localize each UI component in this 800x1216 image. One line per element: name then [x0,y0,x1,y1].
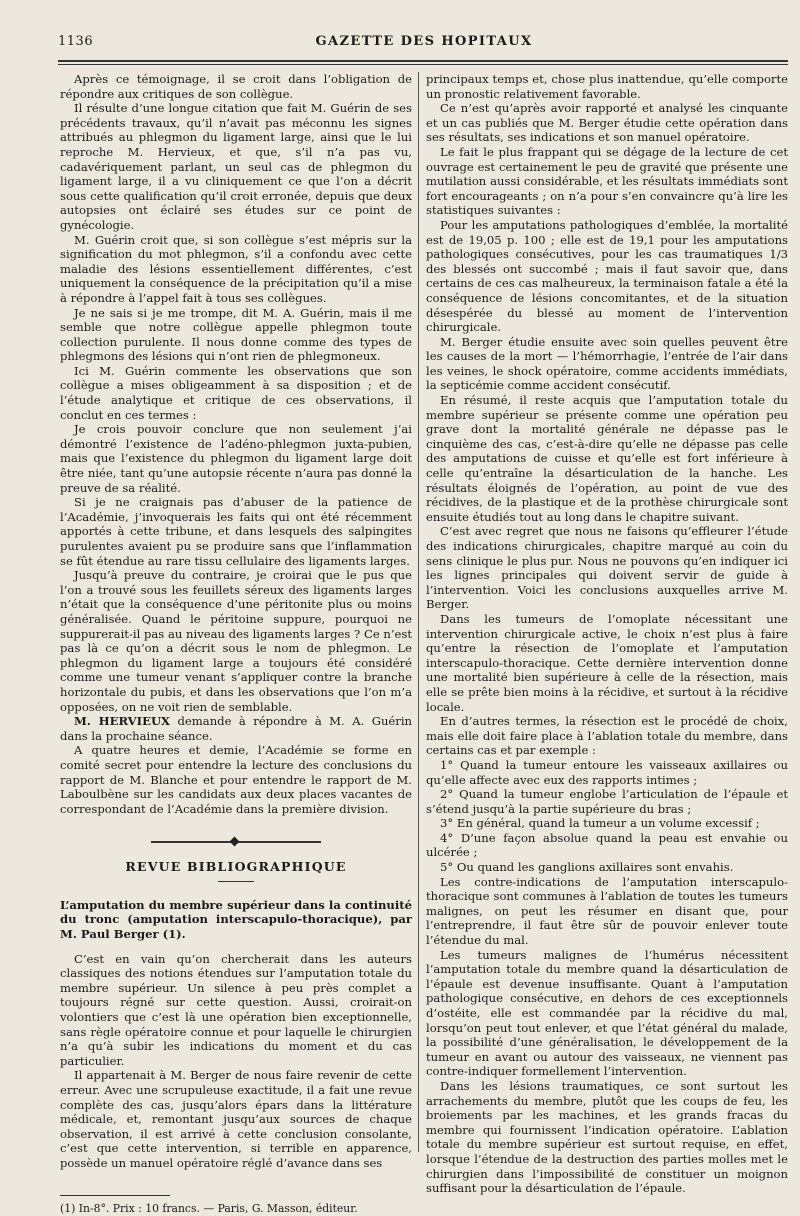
list-item: 1° Quand la tumeur entoure les vaisseaux axillaires ou qu’elle affecte avec eux des rapports intimes ; [426,757,788,787]
paragraph: Les tumeurs malignes de l’humérus nécessitent l’amputation totale du membre quand la désarticulation de l’épaule est devenue insuffisante. Quant à l’amputation pathologique consécutive, en dehors de ces exceptionnels d’ostéite, elle est commandée par la récidive du mal, lorsqu’on peut tout enlever, et que l’état général du malade, la possibilité d’une généralisation, le développement de la tumeur en avant ou autour des vaisseaux, ne viennent pas contre-indiquer formellement l’intervention. [426,947,788,1079]
paragraph: Il résulte d’une longue citation que fait M. Guérin de ses précédents travaux, qu’il n’avait pas méconnu les signes attribués au phlegmon du ligament large, ainsi que le lui reproche M. Hervieux, et que, s’il n’a pas vu, cadavériquement parlant, un seul cas de phlegmon du ligament large, il a vu cliniquement ce que l’on a décrit sous cette qualification qu’il croit erronée, depuis que deux autopsies ont éclairé ses études sur ce point de gynécologie. [60,101,412,232]
right-column [426,72,788,1196]
paragraph: Jusqu’à preuve du contraire, je croirai que le pus que l’on a trouvé sous les feuillets séreux des ligaments larges n’était que la conséquence d’une péritonite plus ou moins généralisée. Quand le péritoine suppure, pourquoi ne suppurerait-il pas au niveau des ligaments larges ? Ce n’est pas là ce qu’on a décrit sous le nom de phlegmon. Le phlegmon du ligament large a toujours été considéré comme une tumeur venant s’appliquer contre la branche horizontale du pubis, et dans les observations que l’on m’a opposées, on ne voit rien de semblable. [60,568,412,714]
paragraph: Je crois pouvoir conclure que non seulement j’ai démontré l’existence de l’adéno-phlegmon juxta-pubien, mais que l’existence du phlegmon du ligament large doit être niée, tant qu’une autopsie récente n’aura pas donné la preuve de sa réalité. [60,422,412,495]
paragraph: Ici M. Guérin commente les observations que son collègue a mises obligeamment à sa disposition ; et de l’étude analytique et critique de ces observations, il conclut en ces termes : [60,363,412,422]
page-number: 1136 [58,34,94,49]
paragraph: Je ne sais si je me trompe, dit M. A. Guérin, mais il me semble que notre collègue appelle phlegmon toute collection purulente. Il nous donne comme des types de phlegmons des lésions qui n’ont rien de phlegmoneux. [60,305,412,364]
paragraph: En d’autres termes, la résection est le procédé de choix, mais elle doit faire place à l’ablation totale du membre, dans certains cas et par exemple : [426,714,788,758]
paragraph: Le fait le plus frappant qui se dégage de la lecture de cet ouvrage est certainement le peu de gravité que présente une mutilation aussi considérable, et les résultats immédiats sont fort encourageants ; on n’a pour s’en convaincre qu’à lire les statistiques suivantes : [426,144,788,218]
hervieux-text: demande à répondre à M. A. Guérin dans la prochaine séance. [60,714,413,743]
paragraph: C’est en vain qu’on chercherait dans les auteurs classiques des notions étendues sur l’amputation totale du membre supérieur. Un silence à peu près complet a toujours régné sur cette question. Aussi, croirait-on volontiers que c’est là une opération bien exceptionnelle, sans règle opératoire connue et pour laquelle le chirurgien n’a qu’à subir les indications du moment et du cas particulier. [60,951,412,1068]
journal-title: GAZETTE DES HOPITAUX [315,34,533,49]
page-header [58,34,790,54]
column-divider [418,72,419,1152]
paragraph: En résumé, il reste acquis que l’amputation totale du membre supérieur se présente comme une opération peu grave dont la mortalité générale ne dépasse pas le cinquième des cas, c’est-à-dire qu’elle ne dépasse pas celle des amputations de cuisse et qu’elle est fort inférieure à celle qu’entraîne la désarticulation de la hanche. Les résultats éloignés de l’opération, au point de vue des récidives, de la plastique et de la prothèse chirurgicale sont ensuite étudiés tout au long dans le chapitre suivant. [426,393,788,524]
paragraph: principaux temps et, chose plus inattendue, qu’elle comporte un pronostic relativement favorable. [426,72,788,101]
section-rule [218,881,254,882]
left-column [60,72,412,1216]
paragraph: M. Berger étudie ensuite avec soin quelles peuvent être les causes de la mort — l’hémorrhagie, l’entrée de l’air dans les veines, le shock opératoire, comme accidents immédiats, la septicémie comme accident consécutif. [426,334,788,393]
paragraph: A quatre heures et demie, l’Académie se forme en comité secret pour entendre la lecture des conclusions du rapport de M. Blanche et pour entendre le rapport de M. Laboulbène sur les candidats aux deux places vacantes de correspondant de l’Académie dans la première division. [60,743,412,816]
paragraph: Dans les tumeurs de l’omoplate nécessitant une intervention chirurgicale active, le choix n’est plus à faire qu’entre la résection de l’omoplate et l’amputation interscapulo-thoracique. Cette dernière intervention donne une mortalité bien supérieure à celle de la résection, mais elle se prête bien moins à la récidive, et surtout à la récidive locale. [426,611,788,714]
paragraph: Ce n’est qu’après avoir rapporté et analysé les cinquante et un cas publiés que M. Berger étudie cette opération dans ses résultats, ses indications et son manuel opératoire. [426,101,788,145]
paragraph: Si je ne craignais pas d’abuser de la patience de l’Académie, j’invoquerais les faits qui ont été récemment apportés à cette tribune, et dans lesquels des salpingites purulentes avaient pu se produire sans que l’inflammation se fût étendue au rare tissu cellulaire des ligaments larges. [60,495,412,568]
list-item: 4° D’une façon absolue quand la peau est envahie ou ulcérée ; [426,830,788,860]
list-item: 2° Quand la tumeur englobe l’articulation de l’épaule et s’étend jusqu’à la partie supérieure du bras ; [426,787,788,816]
paragraph: C’est avec regret que nous ne faisons qu’effleurer l’étude des indications chirurgicales, chapitre marqué au coin du sens clinique le plus pur. Nous ne pouvons qu’en indiquer ici les lignes principales qui doivent servir de guide à l’intervention. Voici les conclusions auxquelles arrive M. Berger. [426,524,788,612]
paragraph: M. Guérin croit que, si son collègue s’est mépris sur la signification du mot phlegmon, s’il a confondu avec cette maladie des lésions essentiellement différentes, c’est uniquement la conséquence de la précipitation qu’il a mise à répondre à l’appel fait à tous ses collègues. [60,232,412,305]
list-item: 5° Ou quand les ganglions axillaires sont envahis. [440,860,734,875]
section-ornament [151,838,321,846]
paragraph: Il appartenait à M. Berger de nous faire revenir de cette erreur. Avec une scrupuleuse exactitude, il a fait une revue complète des cas, jusqu’alors épars dans la littérature médicale, et, remontant jusqu’aux sources de chaque observation, il est arrivé à cette conclusion consolante, c’est que cette intervention, si terrible en apparence, possède un manuel opératoire réglé d’avance dans ses [60,1068,412,1170]
header-rule [58,60,788,65]
hervieux-name: M. HERVIEUX [74,714,171,729]
footnote-rule [60,1195,170,1196]
book-title: L’amputation du membre supérieur dans la continuité du tronc (amputation interscapulo-thoracique), par M. Paul Berger (1). [60,897,412,942]
list-item: 3° En général, quand la tumeur a un volume excessif ; [440,816,760,831]
paragraph: Les contre-indications de l’amputation interscapulo-thoracique sont communes à l’ablation de toutes les tumeurs malignes, on peut les résumer en disant que, pour l’entreprendre, il faut être sûr de pouvoir enlever toute l’étendue du mal. [426,874,788,948]
paragraph: Après ce témoignage, il se croit dans l’obligation de répondre aux critiques de son collègue. [60,72,412,101]
paragraph: Pour les amputations pathologiques d’emblée, la mortalité est de 19,05 p. 100 ; elle est de 19,1 pour les amputations pathologiques consécutives, pour les cas traumatiques 1/3 des blessés ont succombé ; mais il faut savoir que, dans certains de ces cas malheureux, la terminaison fatale a été la conséquence de lésions concomitantes, et de la situation désespérée du blessé au moment de l’intervention chirurgicale. [426,217,788,335]
paragraph: Dans les lésions traumatiques, ce sont surtout les arrachements du membre, plutôt que les coups de feu, les broiements par les machines, et les grands fracas du membre qui fournissent l’indication opératoire. L’ablation totale du membre supérieur est surtout requise, en effet, lorsque l’étendue de la destruction des parties molles met le chirurgien dans l’impossibilité de constituer un moignon suffisant pour la désarticulation de l’épaule. [426,1078,788,1196]
footnote: (1) In-8°. Prix : 10 francs. — Paris, G. Masson, éditeur. [60,1201,358,1215]
section-title: REVUE BIBLIOGRAPHIQUE [125,859,347,875]
hervieux-paragraph [60,714,412,743]
